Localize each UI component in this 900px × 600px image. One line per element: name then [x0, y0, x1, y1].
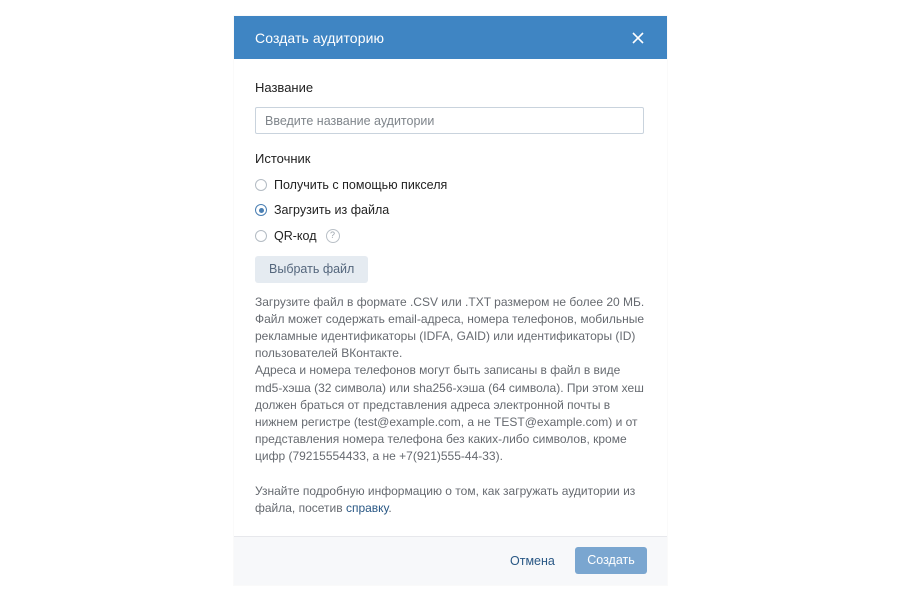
dialog-body: [234, 59, 667, 517]
info-paragraph: Адреса и номера телефонов могут быть записаны в файл в виде md5-хэша (32 символа) или sha256-хэша (64 символа). При этом хеш должен браться от представления адреса электронной почты в нижнем регистре (test@example.com, а не TEST@example.com) и от представления номера телефона без каких-либо символов, кроме цифр (79215554433, а не +7(921)555-44-33).: [255, 363, 644, 464]
source-radio-group: [255, 172, 646, 249]
choose-file-button[interactable]: Выбрать файл: [255, 256, 368, 283]
help-text: Узнайте подробную информацию о том, как загружать аудитории из файла, посетив: [255, 483, 636, 515]
name-label: Название: [255, 80, 314, 95]
info-paragraph-help: [255, 483, 650, 517]
dialog-title: Создать аудиторию: [255, 29, 385, 46]
radio-option-pixel[interactable]: [255, 172, 646, 198]
question-mark-icon[interactable]: ?: [326, 229, 340, 243]
radio-button-checked[interactable]: [255, 204, 267, 216]
radio-option-qr[interactable]: [255, 223, 646, 249]
radio-label: Получить с помощью пикселя: [274, 177, 448, 192]
upload-info-text: [255, 294, 650, 517]
close-icon[interactable]: [630, 30, 646, 46]
create-button[interactable]: Создать: [575, 547, 647, 574]
dialog-header: [234, 16, 667, 59]
dialog-footer: [234, 536, 667, 585]
radio-label: Загрузить из файла: [274, 203, 390, 218]
cancel-button[interactable]: Отмена: [510, 554, 555, 568]
source-label: Источник: [255, 151, 311, 166]
radio-option-file[interactable]: [255, 198, 646, 224]
radio-button[interactable]: [255, 179, 267, 191]
audience-name-input[interactable]: [255, 107, 644, 134]
help-text-end: .: [388, 500, 392, 515]
help-link[interactable]: справку: [345, 500, 389, 515]
create-audience-dialog: [234, 16, 667, 585]
radio-label: QR-код: [274, 228, 317, 243]
radio-button[interactable]: [255, 230, 267, 242]
info-paragraph: Загрузите файл в формате .CSV или .TXT размером не более 20 МБ. Файл может содержать email-адреса, номера телефонов, мобильные рекламные идентификаторы (IDFA, GAID) или идентификаторы (ID) пользователей ВКонтакте.: [255, 294, 645, 361]
